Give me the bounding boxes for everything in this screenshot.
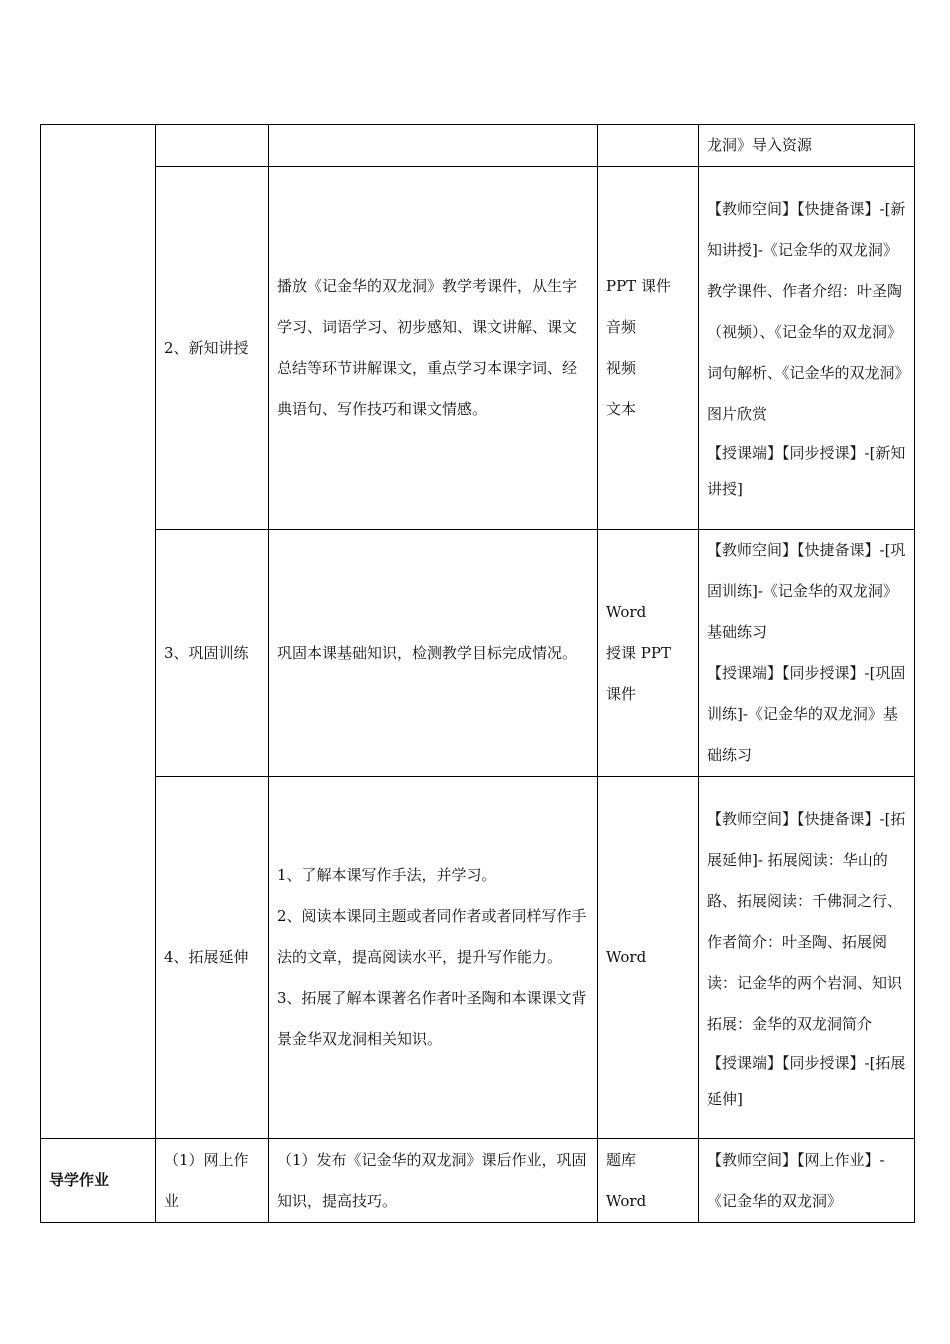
step-cell: 4、拓展延伸 [156, 777, 269, 1139]
description-text: 2、阅读本课同主题或者同作者或者同样写作手法的文章，提高阅读水平，提升写作能力。 [277, 907, 587, 966]
description-text: （1）发布《记金华的双龙洞》课后作业，巩固知识，提高技巧。 [277, 1150, 587, 1210]
resource-text: 【授课端】【同步授课】-[巩固训练]-《记金华的双龙洞》基础练习 [707, 664, 906, 764]
materials-cell [598, 167, 699, 530]
description-cell [269, 1139, 598, 1223]
step-cell: 3、巩固训练 [156, 530, 269, 777]
lesson-plan-table [40, 124, 915, 1223]
resources-cell [699, 777, 915, 1139]
resource-text: 【教师空间】【网上作业】-《记金华的双龙洞》 [707, 1150, 885, 1210]
description-cell [269, 167, 598, 530]
resources-cell [699, 167, 915, 530]
material-item: 文本 [606, 400, 637, 418]
resource-text: 【教师空间】【快捷备课】-[巩固训练]-《记金华的双龙洞》基础练习 [707, 541, 906, 641]
material-item: Word [606, 602, 647, 621]
description-text: 巩固本课基础知识，检测教学目标完成情况。 [277, 643, 578, 662]
material-item: PPT 课件 [606, 277, 671, 295]
material-item: Word [606, 948, 647, 966]
description-cell [269, 530, 598, 777]
materials-cell [598, 125, 699, 167]
resource-text: 【教师空间】【快捷备课】-[拓展延伸]- 拓展阅读：华山的路、拓展阅读：千佛洞之行、作者简介：叶圣陶、拓展阅读：记金华的两个岩洞、知识拓展：金华的双龙洞简介 [707, 809, 906, 1033]
step-cell: 2、新知讲授 [156, 167, 269, 530]
resources-cell [699, 530, 915, 777]
step-cell: （1）网上作业 [156, 1139, 269, 1223]
material-item: 题库 [606, 1150, 637, 1169]
description-text: 播放《记金华的双龙洞》教学考课件，从生字学习、词语学习、初步感知、课文讲解、课文总结等环节讲解课文，重点学习本课字词、经典语句、写作技巧和课文情感。 [277, 277, 578, 418]
description-cell [269, 777, 598, 1139]
material-item: 视频 [606, 359, 637, 377]
resources-cell [699, 125, 915, 167]
step-cell [156, 125, 269, 167]
materials-cell [598, 1139, 699, 1223]
material-item: Word [606, 1191, 647, 1210]
stage-cell-empty [41, 125, 156, 1139]
description-text: 1、了解本课写作手法，并学习。 [277, 866, 497, 884]
resource-text: 【授课端】【同步授课】-[新知讲授] [707, 444, 906, 498]
table-row [41, 125, 915, 167]
description-text: 3、拓展了解本课著名作者叶圣陶和本课课文背景金华双龙洞相关知识。 [277, 989, 587, 1048]
material-item: 音频 [606, 318, 637, 336]
resource-text: 【授课端】【同步授课】-[拓展延伸] [707, 1053, 906, 1108]
resource-text: 【教师空间】【快捷备课】-[新知讲授]-《记金华的双龙洞》教学课件、作者介绍：叶圣陶（视频）、《记金华的双龙洞》词句解析、《记金华的双龙洞》图片欣赏 [707, 200, 906, 423]
table-row [41, 167, 915, 530]
resource-text: 龙洞》导入资源 [707, 136, 813, 154]
table-row [41, 1139, 915, 1223]
materials-cell [598, 777, 699, 1139]
description-cell [269, 125, 598, 167]
table-row [41, 530, 915, 777]
material-item: 授课 PPT 课件 [606, 643, 671, 703]
table-row [41, 777, 915, 1139]
stage-label: 导学作业 [41, 1139, 156, 1223]
materials-cell [598, 530, 699, 777]
resources-cell [699, 1139, 915, 1223]
